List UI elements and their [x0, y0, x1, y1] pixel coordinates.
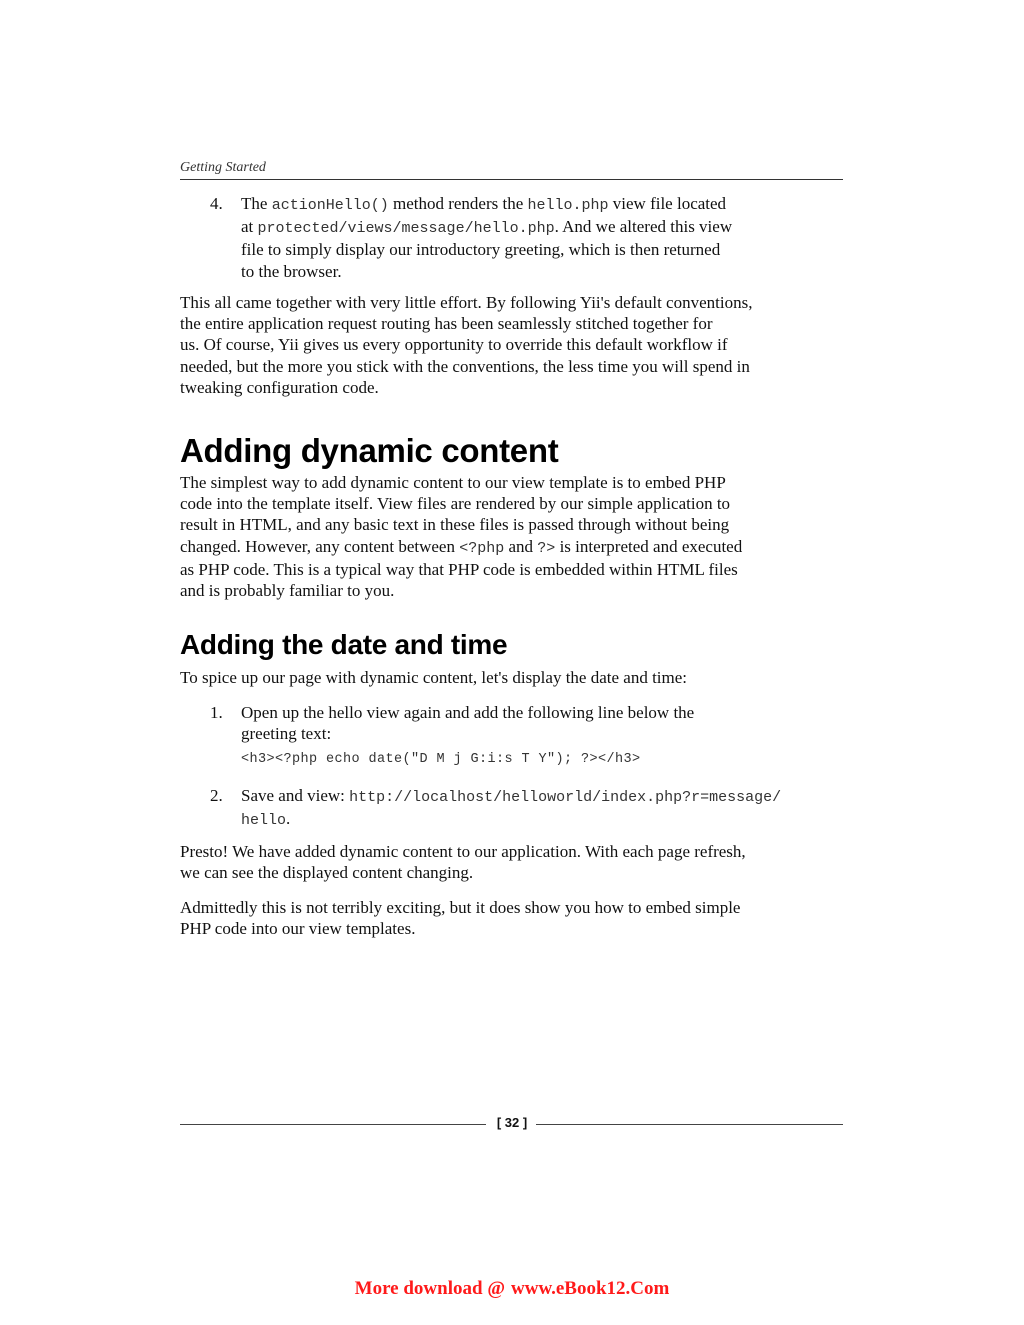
text-run: and: [504, 536, 538, 556]
list-number: 1.: [210, 703, 223, 722]
page-number: [ 32 ]: [496, 1115, 528, 1130]
list-number: 2.: [210, 786, 223, 805]
text-run: .: [286, 809, 291, 829]
text-line: Presto! We have added dynamic content to our application. With each page refresh,: [180, 842, 746, 861]
text-run: and is probably familiar to you.: [180, 581, 395, 601]
text-run: view file located: [608, 194, 727, 213]
inline-code: protected/views/message/hello.php: [257, 220, 555, 238]
paragraph-conventions: [180, 292, 845, 398]
footer-rule-right: [536, 1124, 843, 1125]
text-run: . And we altered this view: [554, 217, 733, 237]
promo-link[interactable]: www.eBook12.Com: [511, 1278, 670, 1299]
text-run: Save and view:: [241, 786, 350, 805]
section-heading-adding-dynamic-content: Adding dynamic content: [180, 432, 559, 469]
list-item-text: [241, 702, 841, 744]
list-item-text: [241, 785, 841, 831]
inline-code: ?>: [537, 539, 556, 557]
text-line: we can see the displayed content changing.: [180, 863, 474, 883]
text-line: This all came together with very little effort. By following Yii's default conventions,: [180, 293, 753, 312]
text-line: Open up the hello view again and add the following line below the: [241, 703, 695, 722]
text-line: needed, but the more you stick with the conventions, the less time you will spend in: [180, 356, 750, 376]
paragraph-presto: [180, 841, 845, 883]
list-number: 4.: [210, 194, 223, 213]
text-run: file to simply display our introductory greeting, which is then returned: [241, 240, 721, 260]
text-line: greeting text:: [241, 724, 332, 744]
list-item-text: [241, 193, 841, 282]
text-run: is interpreted and executed: [555, 536, 743, 556]
text-run: to the browser.: [241, 261, 342, 281]
text-line: Admittedly this is not terribly exciting, but it does show you how to embed simple: [180, 898, 741, 917]
paragraph-admittedly: [180, 897, 845, 939]
text-line: tweaking configuration code.: [180, 377, 379, 397]
inline-code: actionHello(): [271, 197, 389, 214]
text-run: code into the template itself. View files are rendered by our simple application to: [180, 494, 731, 514]
inline-code: hello.php: [527, 197, 609, 214]
subsection-heading-date-time: Adding the date and time: [180, 629, 508, 660]
text-run: changed. However, any content between: [180, 536, 460, 556]
inline-code: <?php: [459, 539, 505, 557]
text-line: us. Of course, Yii gives us every opportunity to override this default workflow if: [180, 335, 728, 355]
text-line: PHP code into our view templates.: [180, 919, 416, 939]
code-snippet: <h3><?php echo date("D M j G:i:s T Y"); ?></h3>: [241, 752, 641, 767]
promo-banner: [0, 1278, 1024, 1300]
promo-text: More download @: [354, 1278, 505, 1299]
inline-code: hello: [241, 812, 287, 830]
text-run: at: [241, 217, 258, 237]
text-run: as PHP code. This is a typical way that PHP code is embedded within HTML files: [180, 559, 738, 579]
paragraph-spice: To spice up our page with dynamic content, let's display the date and time:: [180, 668, 688, 687]
text-line: the entire application request routing has been seamlessly stitched together for: [180, 314, 713, 334]
text-run: The: [241, 194, 272, 213]
running-head: Getting Started: [180, 159, 843, 180]
text-run: The simplest way to add dynamic content to our view template is to embed PHP: [180, 473, 726, 492]
text-run: method renders the: [388, 194, 528, 213]
paragraph-dynamic-content: [180, 472, 845, 601]
inline-code: http://localhost/helloworld/index.php?r=message/: [349, 789, 782, 806]
footer-rule-left: [180, 1124, 486, 1125]
text-run: result in HTML, and any basic text in these files is passed through without being: [180, 515, 730, 535]
